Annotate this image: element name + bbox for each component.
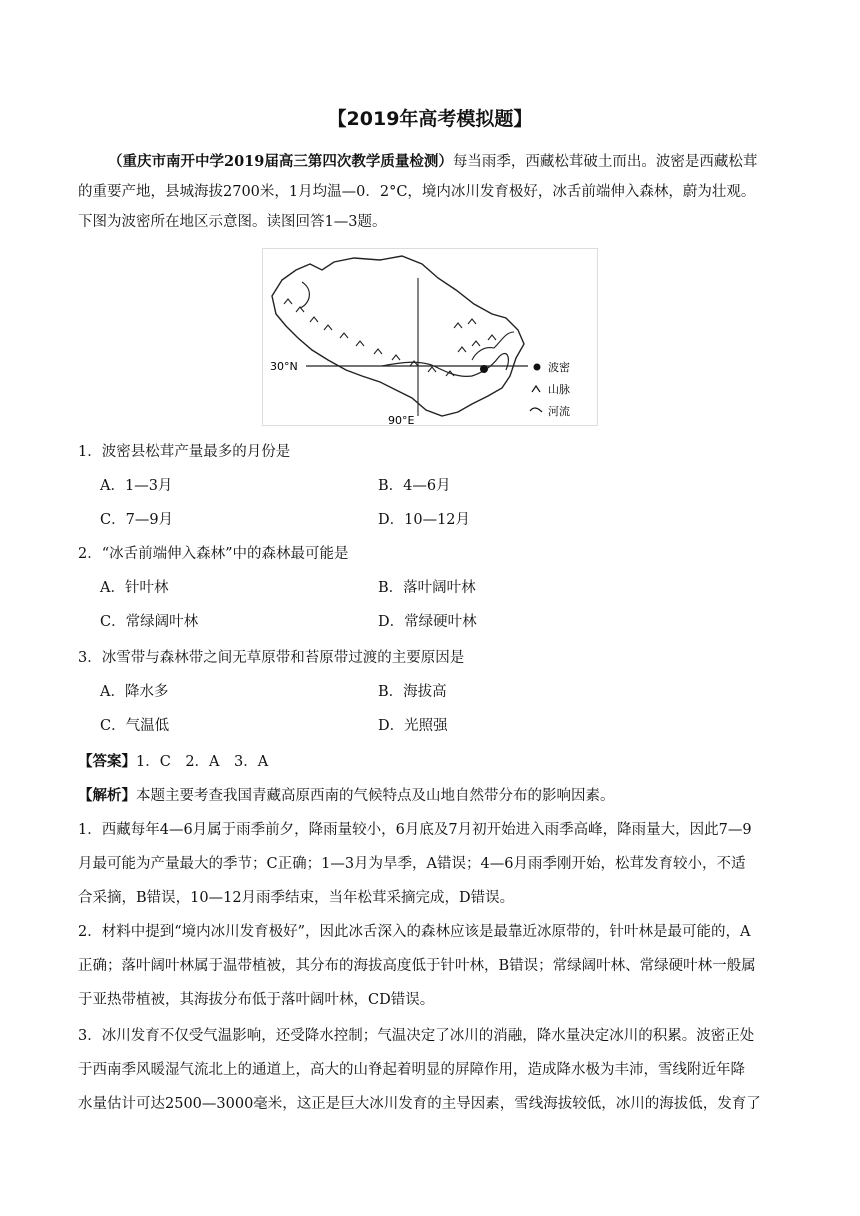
analysis-p2-line-3: 于亚热带植被，其海拔分布低于落叶阔叶林，CD错误。: [78, 992, 435, 1008]
question-2-option-c: C．常绿阔叶林: [100, 614, 199, 630]
question-2-option-b: B．落叶阔叶林: [378, 580, 476, 596]
analysis-line: [78, 784, 615, 805]
question-2-stem: 2．“冰舌前端伸入森林”中的森林最可能是: [78, 546, 349, 562]
region-map: [262, 248, 598, 426]
question-1-option-c: C．7—9月: [100, 512, 174, 528]
question-3-option-b: B．海拔高: [378, 684, 447, 700]
region-map-svg: [262, 248, 598, 426]
page-title: 【2019年高考模拟题】: [327, 108, 533, 130]
analysis-label: 【解析】: [78, 787, 136, 804]
intro-line-3: 下图为波密所在地区示意图。读图回答1—3题。: [78, 214, 387, 230]
legend-city-label: 波密: [548, 361, 570, 374]
question-3-option-d: D．光照强: [378, 718, 448, 734]
question-3-option-c: C．气温低: [100, 718, 170, 734]
intro-line-2: 的重要产地，县城海拔2700米，1月均温—0．2°C，境内冰川发育极好，冰舌前端伸入森林，蔚为壮观。: [78, 184, 756, 200]
question-2-option-d: D．常绿硬叶林: [378, 614, 477, 630]
legend-city-symbol: [534, 364, 541, 371]
analysis-p2-line-2: 正确；落叶阔叶林属于温带植被，其分布的海拔高度低于针叶林，B错误；常绿阔叶林、常绿硬叶林一般属: [78, 958, 756, 974]
answer-text: 1．C 2．A 3．A: [136, 754, 269, 770]
answer-line: [78, 750, 268, 771]
bomi-city-marker: [480, 365, 488, 373]
legend-mountain-label: 山脉: [548, 383, 570, 396]
intro-text: 每当雨季，西藏松茸破土而出。波密是西藏松茸: [452, 154, 758, 170]
legend-river-label: 河流: [548, 405, 570, 418]
answer-label: 【答案】: [78, 753, 136, 770]
question-3-stem: 3．冰雪带与森林带之间无草原带和苔原带过渡的主要原因是: [78, 650, 465, 666]
source-citation: （重庆市南开中学2019届高三第四次教学质量检测）: [108, 153, 453, 170]
analysis-p3-line-2: 于西南季风暖湿气流北上的通道上，高大的山脊起着明显的屏障作用，造成降水极为丰沛，雪线附近年降: [78, 1062, 745, 1078]
map-frame: [263, 249, 598, 426]
analysis-p1-line-2: 月最可能为产量最大的季节；C正确；1—3月为旱季，A错误；4—6月雨季刚开始，松茸发育较小，不适: [78, 856, 746, 872]
analysis-p1-line-1: 1．西藏每年4—6月属于雨季前夕，降雨量较小，6月底及7月初开始进入雨季高峰，降雨量大，因此7—9: [78, 822, 752, 838]
question-3-option-a: A．降水多: [100, 684, 169, 700]
analysis-p3-line-1: 3．冰川发育不仅受气温影响，还受降水控制；气温决定了冰川的消融，降水量决定冰川的积累。波密正处: [78, 1028, 755, 1044]
question-1-option-a: A．1—3月: [100, 478, 173, 494]
analysis-intro: 本题主要考查我国青藏高原西南的气候特点及山地自然带分布的影响因素。: [136, 788, 615, 804]
analysis-p3-line-3: 水量估计可达2500—3000毫米，这正是巨大冰川发育的主导因素，雪线海拔较低，冰川的海拔低，发育了: [78, 1096, 761, 1112]
intro-line-1: [108, 150, 757, 171]
latitude-label: 30°N: [270, 360, 298, 373]
analysis-p2-line-1: 2．材料中提到“境内冰川发育极好”，因此冰舌深入的森林应该是最靠近冰原带的，针叶林是最可能的，A: [78, 924, 751, 940]
analysis-p1-line-3: 合采摘，B错误，10—12月雨季结束，当年松茸采摘完成，D错误。: [78, 890, 515, 906]
question-1-stem: 1．波密县松茸产量最多的月份是: [78, 444, 291, 460]
question-2-option-a: A．针叶林: [100, 580, 169, 596]
longitude-label: 90°E: [388, 414, 415, 426]
question-1-option-d: D．10—12月: [378, 512, 471, 528]
question-1-option-b: B．4—6月: [378, 478, 451, 494]
